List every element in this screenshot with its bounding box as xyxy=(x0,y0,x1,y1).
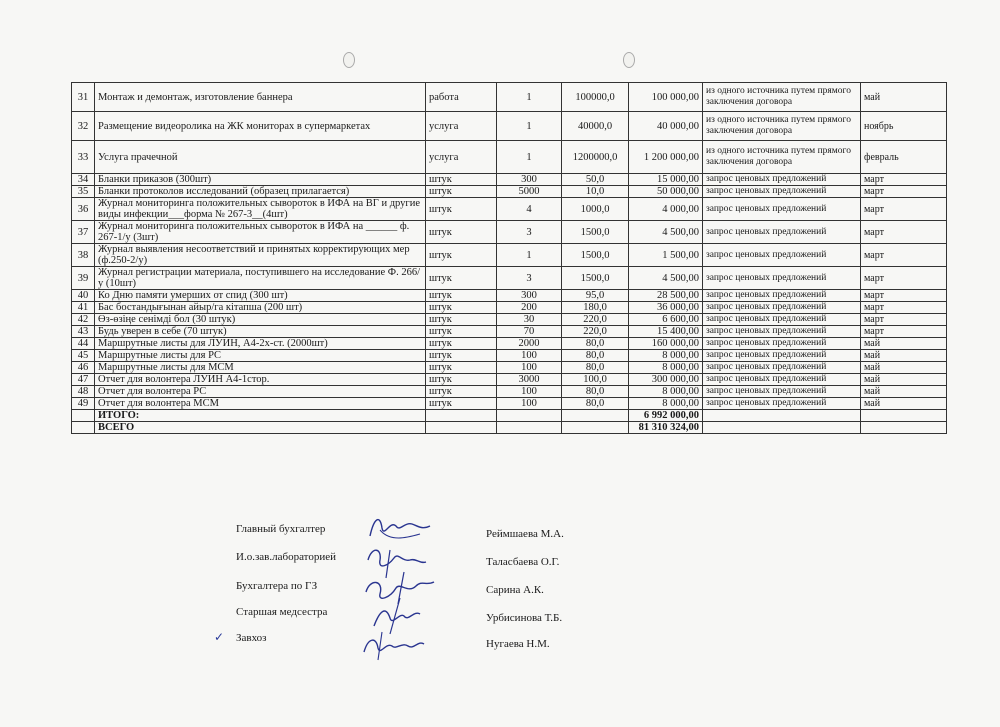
cell-name: Маршрутные листы для РС xyxy=(95,350,426,362)
cell-price: 95,0 xyxy=(562,290,629,302)
cell-num: 48 xyxy=(72,386,95,398)
cell-num: 35 xyxy=(72,186,95,198)
cell-sum: 40 000,00 xyxy=(629,112,703,141)
cell-month: март xyxy=(861,290,947,302)
cell-month: февраль xyxy=(861,141,947,174)
cell-unit: штук xyxy=(426,267,497,290)
cell-sum: 6 600,00 xyxy=(629,314,703,326)
cell-unit: услуга xyxy=(426,112,497,141)
cell-price: 180,0 xyxy=(562,302,629,314)
cell-unit: штук xyxy=(426,326,497,338)
cell-method: запрос ценовых предложений xyxy=(703,326,861,338)
cell-name: Журнал мониторинга положительных сывороток в ИФА на ______ ф. 267-1/у (3шт) xyxy=(95,221,426,244)
summary-label: ИТОГО: xyxy=(95,410,426,422)
cell-qty: 300 xyxy=(497,290,562,302)
cell-method: запрос ценовых предложений xyxy=(703,198,861,221)
cell-month: март xyxy=(861,267,947,290)
cell-method: запрос ценовых предложений xyxy=(703,374,861,386)
cell-price: 80,0 xyxy=(562,362,629,374)
cell-unit: штук xyxy=(426,290,497,302)
cell-sum: 100 000,00 xyxy=(629,83,703,112)
checkmark-icon: ✓ xyxy=(214,630,225,644)
cell-num: 49 xyxy=(72,398,95,410)
cell-num: 45 xyxy=(72,350,95,362)
cell-num: 47 xyxy=(72,374,95,386)
cell-sum: 4 000,00 xyxy=(629,198,703,221)
cell-sum: 15 400,00 xyxy=(629,326,703,338)
cell-sum: 8 000,00 xyxy=(629,362,703,374)
cell-name: Монтаж и демонтаж, изготовление баннера xyxy=(95,83,426,112)
cell-price: 1500,0 xyxy=(562,244,629,267)
cell-sum: 4 500,00 xyxy=(629,267,703,290)
signer-name: Сарина А.К. xyxy=(486,584,544,596)
cell-qty: 1 xyxy=(497,112,562,141)
cell-sum: 8 000,00 xyxy=(629,350,703,362)
cell-month: май xyxy=(861,83,947,112)
cell-num: 44 xyxy=(72,338,95,350)
cell-month: март xyxy=(861,302,947,314)
signer-role: Старшая медсестра xyxy=(236,606,328,618)
cell-unit: штук xyxy=(426,374,497,386)
cell-sum: 1 500,00 xyxy=(629,244,703,267)
cell-qty: 1 xyxy=(497,141,562,174)
cell-sum: 8 000,00 xyxy=(629,386,703,398)
signer-role: Бухгалтера по ГЗ xyxy=(236,580,318,592)
cell-price: 220,0 xyxy=(562,314,629,326)
cell-unit: штук xyxy=(426,198,497,221)
cell-qty: 1 xyxy=(497,244,562,267)
cell-unit: штук xyxy=(426,314,497,326)
cell-price: 220,0 xyxy=(562,326,629,338)
cell-price: 80,0 xyxy=(562,338,629,350)
cell-month: май xyxy=(861,374,947,386)
cell-price: 100000,0 xyxy=(562,83,629,112)
cell-month: май xyxy=(861,386,947,398)
cell-month: март xyxy=(861,244,947,267)
cell-name: Журнал регистрации материала, поступившего на исследование Ф. 266/у (10шт) xyxy=(95,267,426,290)
cell-sum: 160 000,00 xyxy=(629,338,703,350)
cell-qty: 1 xyxy=(497,83,562,112)
cell-qty: 100 xyxy=(497,398,562,410)
cell-price: 10,0 xyxy=(562,186,629,198)
cell-num: 31 xyxy=(72,83,95,112)
cell-month: март xyxy=(861,198,947,221)
handwritten-signature xyxy=(360,624,445,664)
cell-num: 40 xyxy=(72,290,95,302)
cell-unit: работа xyxy=(426,83,497,112)
cell-month: май xyxy=(861,338,947,350)
cell-month: март xyxy=(861,314,947,326)
cell-price: 80,0 xyxy=(562,350,629,362)
cell-method: запрос ценовых предложений xyxy=(703,221,861,244)
cell-month: март xyxy=(861,221,947,244)
cell-method: из одного источника путем прямого заключения договора xyxy=(703,112,861,141)
cell-price: 100,0 xyxy=(562,374,629,386)
cell-num: 36 xyxy=(72,198,95,221)
cell-method: запрос ценовых предложений xyxy=(703,386,861,398)
cell-num: 33 xyxy=(72,141,95,174)
cell-num: 38 xyxy=(72,244,95,267)
cell-unit: штук xyxy=(426,386,497,398)
cell-name: Бас бостандығынан айыр/га кітапша (200 шт) xyxy=(95,302,426,314)
cell-qty: 100 xyxy=(497,350,562,362)
cell-month: май xyxy=(861,350,947,362)
cell-unit: штук xyxy=(426,338,497,350)
cell-method: запрос ценовых предложений xyxy=(703,314,861,326)
cell-sum: 28 500,00 xyxy=(629,290,703,302)
signer-name: Таласбаева О.Г. xyxy=(486,556,560,568)
cell-method: запрос ценовых предложений xyxy=(703,338,861,350)
signer-name: Урбисинова Т.Б. xyxy=(486,612,563,624)
cell-sum: 36 000,00 xyxy=(629,302,703,314)
cell-qty: 30 xyxy=(497,314,562,326)
signer-name: Нугаева Н.М. xyxy=(486,638,550,650)
cell-num: 41 xyxy=(72,302,95,314)
cell-qty: 100 xyxy=(497,386,562,398)
cell-unit: штук xyxy=(426,302,497,314)
cell-qty: 100 xyxy=(497,362,562,374)
cell-sum: 15 000,00 xyxy=(629,174,703,186)
cell-name: Отчет для волонтера МСМ xyxy=(95,398,426,410)
cell-price: 80,0 xyxy=(562,398,629,410)
cell-month: май xyxy=(861,398,947,410)
summary-label: ВСЕГО xyxy=(95,422,426,434)
cell-month: март xyxy=(861,174,947,186)
cell-qty: 70 xyxy=(497,326,562,338)
cell-qty: 3 xyxy=(497,267,562,290)
cell-price: 1000,0 xyxy=(562,198,629,221)
cell-name: Отчет для волонтера ЛУИН А4-1стор. xyxy=(95,374,426,386)
cell-unit: штук xyxy=(426,350,497,362)
cell-unit: штук xyxy=(426,398,497,410)
cell-qty: 300 xyxy=(497,174,562,186)
cell-unit: штук xyxy=(426,244,497,267)
cell-price: 50,0 xyxy=(562,174,629,186)
cell-unit: услуга xyxy=(426,141,497,174)
cell-qty: 3 xyxy=(497,221,562,244)
cell-num: 32 xyxy=(72,112,95,141)
summary-sum: 81 310 324,00 xyxy=(629,422,703,434)
cell-month: ноябрь xyxy=(861,112,947,141)
cell-unit: штук xyxy=(426,362,497,374)
signer-role: И.о.зав.лабораторией xyxy=(236,551,336,563)
cell-sum: 300 000,00 xyxy=(629,374,703,386)
cell-method: запрос ценовых предложений xyxy=(703,350,861,362)
cell-method: запрос ценовых предложений xyxy=(703,186,861,198)
cell-name: Услуга прачечной xyxy=(95,141,426,174)
cell-qty: 200 xyxy=(497,302,562,314)
signer-role: Завхоз xyxy=(236,632,267,644)
cell-num: 46 xyxy=(72,362,95,374)
cell-num: 39 xyxy=(72,267,95,290)
cell-method: из одного источника путем прямого заключения договора xyxy=(703,141,861,174)
cell-name: Размещение видеоролика на ЖК мониторах в супермаркетах xyxy=(95,112,426,141)
cell-sum: 1 200 000,00 xyxy=(629,141,703,174)
cell-unit: штук xyxy=(426,174,497,186)
cell-price: 1200000,0 xyxy=(562,141,629,174)
signer-role: Главный бухгалтер xyxy=(236,523,326,535)
cell-num: 43 xyxy=(72,326,95,338)
cell-month: март xyxy=(861,186,947,198)
cell-name: Маршрутные листы для ЛУИН, А4-2х-ст. (2000шт) xyxy=(95,338,426,350)
cell-method: запрос ценовых предложений xyxy=(703,398,861,410)
cell-qty: 5000 xyxy=(497,186,562,198)
cell-method: запрос ценовых предложений xyxy=(703,244,861,267)
cell-method: запрос ценовых предложений xyxy=(703,267,861,290)
summary-sum: 6 992 000,00 xyxy=(629,410,703,422)
cell-name: Будь уверен в себе (70 штук) xyxy=(95,326,426,338)
cell-method: запрос ценовых предложений xyxy=(703,302,861,314)
cell-sum: 50 000,00 xyxy=(629,186,703,198)
cell-unit: штук xyxy=(426,221,497,244)
cell-price: 80,0 xyxy=(562,386,629,398)
signer-name: Реймшаева М.А. xyxy=(486,528,564,540)
cell-sum: 4 500,00 xyxy=(629,221,703,244)
cell-qty: 2000 xyxy=(497,338,562,350)
cell-name: Журнал мониторинга положительных сывороток в ИФА на ВГ и другие виды инфекции___форма № 267-3__(4шт) xyxy=(95,198,426,221)
cell-qty: 4 xyxy=(497,198,562,221)
cell-name: Журнал выявления несоответствий и принятых корректирующих мер (ф.250-2/у) xyxy=(95,244,426,267)
cell-price: 1500,0 xyxy=(562,221,629,244)
cell-num: 37 xyxy=(72,221,95,244)
cell-method: из одного источника путем прямого заключения договора xyxy=(703,83,861,112)
cell-num: 42 xyxy=(72,314,95,326)
cell-method: запрос ценовых предложений xyxy=(703,174,861,186)
cell-num: 34 xyxy=(72,174,95,186)
cell-name: Маршрутные листы для МСМ xyxy=(95,362,426,374)
cell-month: март xyxy=(861,326,947,338)
cell-month: май xyxy=(861,362,947,374)
cell-method: запрос ценовых предложений xyxy=(703,290,861,302)
cell-unit: штук xyxy=(426,186,497,198)
cell-name: Өз-өзіңе сенімді бол (30 штук) xyxy=(95,314,426,326)
cell-price: 40000,0 xyxy=(562,112,629,141)
cell-price: 1500,0 xyxy=(562,267,629,290)
cell-sum: 8 000,00 xyxy=(629,398,703,410)
cell-method: запрос ценовых предложений xyxy=(703,362,861,374)
cell-name: Бланки протоколов исследований (образец прилагается) xyxy=(95,186,426,198)
cell-name: Отчет для волонтера РС xyxy=(95,386,426,398)
cell-name: Бланки приказов (300шт) xyxy=(95,174,426,186)
cell-name: Ко Дню памяти умерших от спид (300 шт) xyxy=(95,290,426,302)
cell-qty: 3000 xyxy=(497,374,562,386)
